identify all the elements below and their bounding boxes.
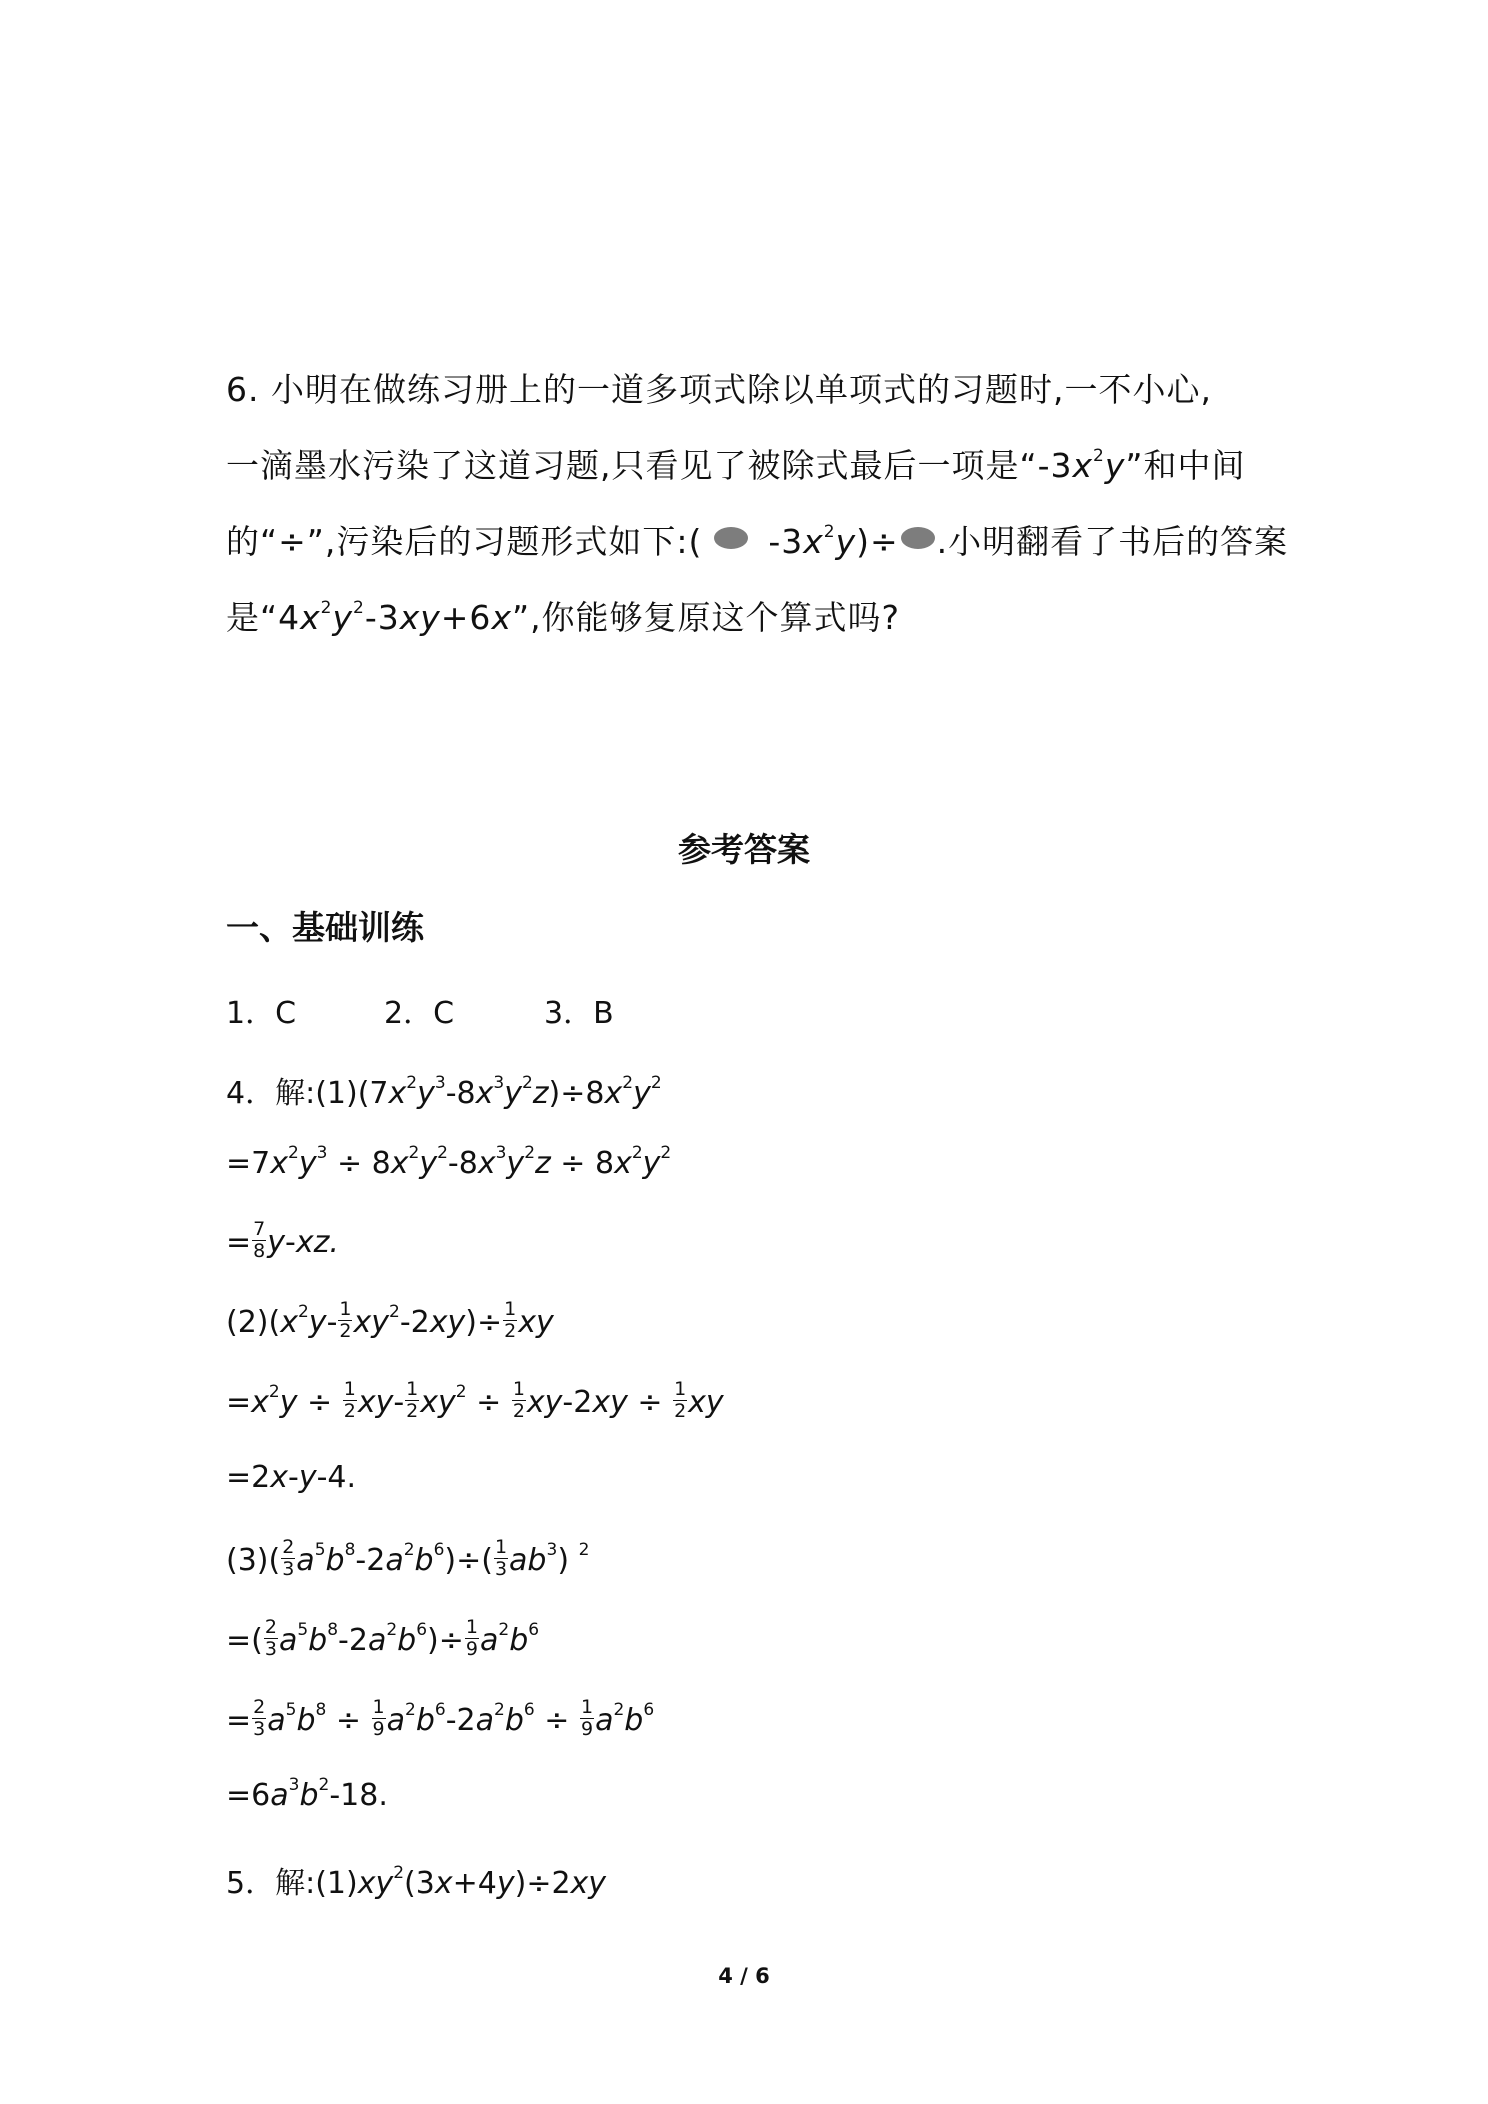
text: 5．解:(1) [226,1866,358,1901]
q4-line-6: =2x-y-4. [226,1460,357,1495]
fraction: $\frac{1}{2}$ [406,1378,419,1422]
text: ÷ 8 [550,1146,615,1181]
fraction: $\frac{1}{3}$ [494,1536,508,1580]
text: - [285,1225,296,1260]
answers-title: 参考答案 [678,830,810,869]
fraction: $\frac{1}{2}$ [504,1298,517,1342]
text: -4. [316,1460,357,1495]
text: -3 [768,522,804,561]
q4-line-3: = $\frac{7}{8}$ y-xz. [226,1218,339,1262]
text: 6. 小明在做练习册上的一道多项式除以单项式的习题时,一不小心, [226,370,1212,409]
fraction: $\frac{2}{3}$ [264,1616,277,1660]
text: 一滴墨水污染了这道习题,只看见了被除式最后一项是“-3 [226,446,1073,485]
fraction: $\frac{7}{8}$ [253,1218,266,1262]
fraction: $\frac{1}{9}$ [372,1696,385,1740]
fraction: $\frac{1}{2}$ [343,1378,356,1422]
text: (2)( [226,1305,281,1340]
choice-2: 2．C [384,996,455,1031]
text: )÷ [856,522,899,561]
q4-line-7: (3)( $\frac{2}{3}$ $a^5b^8-2a^2b^6)\div$( $\frac{1}{3}$ $ab^3$) $^2$ [226,1536,590,1580]
choice-answers [226,988,614,1032]
problem-line-4: 是“$4x^2y^2-3xy+6x$”,你能够复原这个算式吗? [226,598,901,637]
q4-line-9: = $\frac{2}{3}$ $a^5b^8$ ÷ $\frac{1}{9}$ $a^2b^6-2a^2b^6$ ÷ $\frac{1}{9}$ $a^2b^6$ [226,1696,655,1740]
fraction: $\frac{1}{9}$ [465,1616,478,1660]
fraction: $\frac{1}{2}$ [339,1298,352,1342]
q4-line-10: $=6a^3b^2-18$. [226,1775,388,1813]
q4-line-2: $=7x^2y^3 \div 8x^2y^2-8x^3y^2z \div 8x^2y^2$ [226,1143,672,1181]
text: =6 [226,1778,271,1813]
problem-line-2: 一滴墨水污染了这道习题,只看见了被除式最后一项是“$-3x^2y$”和中间 [226,446,1246,485]
q4-line-5: $=x^2y$ ÷ $\frac{1}{2}$ xy- $\frac{1}{2}$ $xy^2$ ÷ $\frac{1}{2}$ xy-2xy ÷ $\frac{1}{2}$ xy [226,1378,724,1422]
text: ÷ 8 [327,1146,391,1181]
text: ”和中间 [1125,446,1246,485]
fraction: $\frac{2}{3}$ [253,1696,266,1740]
text: =7 [226,1146,271,1181]
fraction: $\frac{1}{9}$ [580,1696,594,1740]
page-number: 4 / 6 [718,1964,770,1988]
fraction: $\frac{1}{2}$ [674,1378,687,1422]
ink-blot-icon [714,527,748,549]
text: (3)( [226,1543,281,1578]
problem-line-1 [226,352,1276,428]
text: = [226,1225,252,1260]
fraction: $\frac{1}{2}$ [512,1378,525,1422]
q4-line-1: 4．解$:(1)(7x^2y^3-8x^3y^2z)\div 8x^2y^2$ [226,1073,662,1111]
q4-line-4: $(2)(x^2y-$ $\frac{1}{2}$ $xy^2-2xy)\div$ $\frac{1}{2}$ xy [226,1298,554,1342]
fraction: $\frac{2}{3}$ [282,1536,295,1580]
text: +6 [440,598,492,637]
choice-1: 1．C [226,996,297,1031]
text: .小明翻看了书后的答案 [936,522,1289,561]
text: 的“÷”,污染后的习题形式如下:( [226,522,703,561]
text: -8 [447,1146,478,1181]
text: - [288,1460,299,1495]
text: =2 [226,1460,271,1495]
problem-6 [226,352,1289,656]
ink-blot-icon [901,527,935,549]
text: xz. [295,1225,339,1260]
text: ”,你能够复原这个算式吗? [511,598,901,637]
text: 4．解:(1) [226,1076,358,1111]
choice-3: 3．B [544,996,614,1031]
text: -3 [364,598,400,637]
text: -18. [329,1778,388,1813]
section-title: 一、基础训练 [226,908,424,947]
text: 是“4 [226,598,301,637]
q5-line-1: 5．解$:(1)xy^2(3x+4y)\div 2xy$ [226,1863,607,1901]
q4-line-8: =( $\frac{2}{3}$ $a^5b^8-2a^2b^6)\div$ $\frac{1}{9}$ $a^2b^6$ [226,1616,540,1660]
problem-line-3: 的“÷”,污染后的习题形式如下:( $-3x^2y)\div$ .小明翻看了书后的答案 [226,522,1289,561]
